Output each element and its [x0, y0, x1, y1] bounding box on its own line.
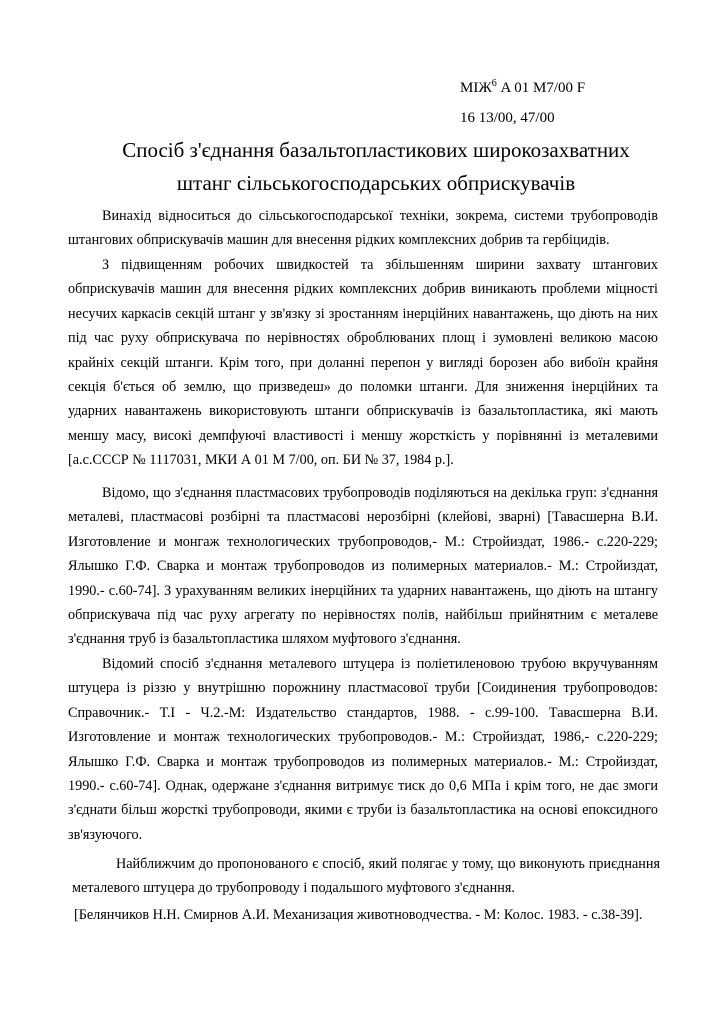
paragraph-known-connections: [68, 481, 658, 652]
paragraph-background: [68, 253, 658, 473]
paragraph-known-method: [68, 652, 658, 847]
ipc-classification-line-2: 16 13/00, 47/00: [460, 110, 555, 126]
paragraph-text: Винахід відноситься до сільськогосподарської техніки, зокрема, системи трубопроводів штангових обприскувачів машин для внесення рідких комплексних добрив та гербіцидів.: [68, 208, 658, 249]
paragraph-text: Відомо, що з'єднання пластмасових трубопроводів поділяються на декілька груп: з'єднання металеві, пластмасові розбірні та пластмасові нерозбірні (клейові, зварні) [Тавасшерна В.И. Изготовление и монгаж технологических трубопроводов,- М.: Стройиздат, 1986.- с.220-229; Ялышко Г.Ф. Сварка и монтаж трубопроводов из полимерных материалов.- М.: Стройиздат, 1990.- с.60-74]. З урахуванням великих інерційних та ударних навантажень, що діють на штангу обприскувача під час руху агрегату по нерівностях полів, найбільш прийнятним є металеве з'єднання труб із базальтопластика шляхом муфтового з'єднання.: [68, 485, 658, 648]
paragraph-closest-prior-art: [72, 852, 660, 901]
paragraph-field-of-invention: [68, 204, 658, 253]
document-title-line-2: штанг сільськогосподарських обприскувачів: [176, 171, 576, 195]
document-title-line-1: Спосіб з'єднання базальтопластикових широкозахватних: [122, 138, 630, 162]
paragraph-text: Відомий спосіб з'єднання металевого штуцера із поліетиленовою трубою вкручуванням штуцера із різзю у внутрішню порожнину пластмасової труби [Соидинения трубопроводов: Справочник.- Т.I - Ч.2.-М: Издательство стандартов, 1988. - с.99-100. Тавасшерна В.И. Изготовление и монтаж технологических трубопроводов.- М.: Стройиздат, 1986,- с.220-229; Ялышко Г.Ф. Сварка и монтаж трубопроводов из полимерных материалов.- М.: Стройиздат, 1990.- с.60-74]. Однак, одержане з'єднання витримує тиск до 0,6 МПа і крім того, не дає змоги з'єднати більш жорсткі трубопроводи, якими є труби із базальтопластика на основі епоксидного зв'язуючого.: [68, 656, 658, 843]
paragraph-text: Найближчим до пропонованого є спосіб, який полягає у тому, що виконують приєднання металевого штуцера до трубопроводу і подальшого муфтового з'єднання.: [72, 856, 660, 897]
ipc-prefix: МІЖ: [460, 80, 492, 96]
paragraph-reference: [74, 903, 658, 927]
paragraph-text: З підвищенням робочих швидкостей та збільшенням ширини захвату штангових обприскувачів машин для внесення рідких комплексних добрив виникають проблеми міцності несучих каркасів секцій штанг у зв'язку зі зростанням інерційних навантажень, що діють на них під час руху обприскувача по нерівностях оброблюваних площ і зумовлені великою масою крайніх секцій штанги. Крім того, при доланні перепон у вигляді борозен або вибоїн крайня секція б'ється об землю, що призведеш» до поломки штанги. Для зниження інерційних та ударних навантажень використовують штанги обприскувачів із базальтопластика, які мають меншу масу, високі демпфуючі властивості і меншу жорсткість у порівнянні із металевими [а.с.СССР № 1117031, МКИ А 01 М 7/00, оп. БИ № 37, 1984 р.].: [68, 257, 658, 469]
paragraph-text: [Белянчиков Н.Н. Смирнов А.И. Механизация животноводчества. - М: Колос. 1983. - с.38-39].: [74, 907, 643, 923]
ipc-edition-superscript: 6: [491, 78, 497, 89]
ipc-classification-line-1: [460, 80, 585, 97]
ipc-code: A 01 M7/00 F: [496, 80, 586, 96]
